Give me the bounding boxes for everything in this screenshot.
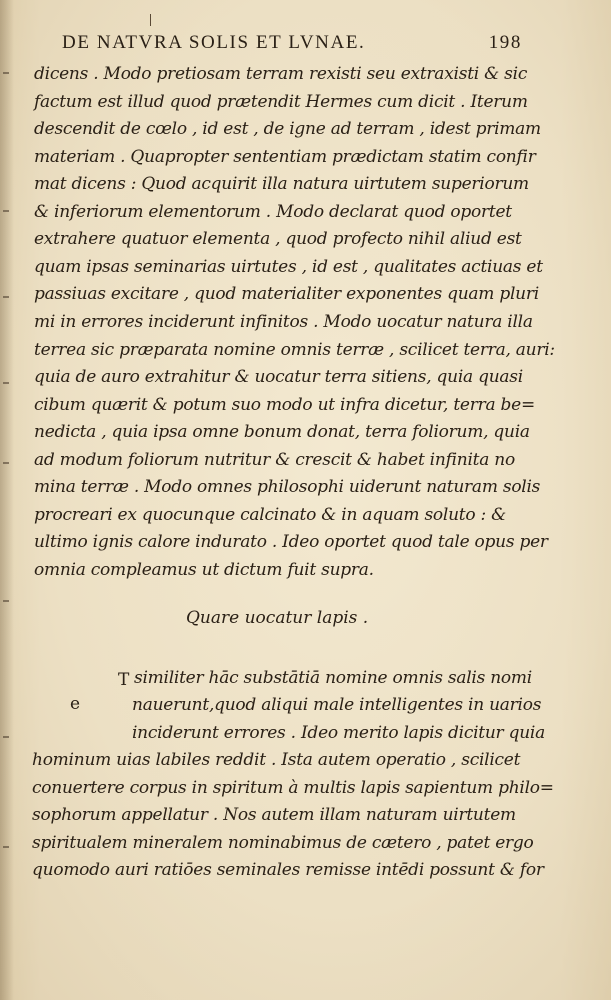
text-line: cibum quærit & potum suo modo ut infra dicetur, terra be= [34,395,535,415]
running-title: DE NATVRA SOLIS ET LVNAE. [62,32,366,53]
text-line: mat dicens : Quod acquirit illa natura uirtutem superiorum [34,174,529,194]
section-heading: Quare uocatur lapis . [186,608,369,628]
page-gutter-shadow [0,0,14,1000]
printer-mark [150,14,151,26]
text-line: factum est illud quod prætendit Hermes cum dicit . Iterum [34,92,528,112]
text-line: descendit de cœlo , id est , de igne ad terram , idest primam [34,119,541,139]
text-line: extrahere quatuor elementa , quod profecto nihil aliud est [34,229,522,249]
running-header [62,32,522,58]
text-line: mi in errores inciderunt infinitos . Modo uocatur natura illa [34,312,533,332]
text-line: nauerunt,quod aliqui male intelligentes in uarios [132,695,542,715]
text-line: nedicta , quia ipsa omne bonum donat, terra foliorum, quia [34,422,530,442]
text-line: spiritualem mineralem nominabimus de cætero , patet ergo [32,833,534,853]
page-number: 198 [488,32,522,53]
guide-letter: e [70,694,81,714]
text-line: passiuas excitare , quod materialiter exponentes quam pluri [34,284,539,304]
text-line: hominum uias labiles reddit . Ista autem operatio , scilicet [32,750,521,770]
initial-letter: T [118,670,130,690]
text-line: materiam . Quapropter sententiam prædictam statim confir [34,147,536,167]
text-line: terrea sic præparata nomine omnis terræ , scilicet terra, auri: [34,340,555,360]
margin-mark [3,296,9,298]
text-line: similiter hāc substātiā nomine omnis salis nomi [134,668,532,688]
text-line: procreari ex quocunque calcinato & in aquam soluto : & [34,505,507,525]
text-line: ultimo ignis calore indurato . Ideo oportet quod tale opus per [34,532,548,552]
margin-mark [3,846,9,848]
text-line: quia de auro extrahitur & uocatur terra sitiens, quia quasi [34,367,523,387]
text-line: omnia compleamus ut dictum fuit supra. [34,560,374,580]
text-line: mina terræ . Modo omnes philosophi uiderunt naturam solis [34,477,541,497]
margin-mark [3,72,9,74]
margin-mark [3,462,9,464]
text-line: & inferiorum elementorum . Modo declarat quod oportet [34,202,512,222]
margin-mark [3,210,9,212]
text-line: sophorum appellatur . Nos autem illam naturam uirtutem [32,805,516,825]
margin-mark [3,600,9,602]
text-line: quomodo auri ratiōes seminales remisse intēdi possunt & for [32,860,544,880]
text-line: dicens . Modo pretiosam terram rexisti seu extraxisti & sic [34,64,528,84]
margin-mark [3,736,9,738]
text-line: inciderunt errores . Ideo merito lapis dicitur quia [132,723,545,743]
text-line: conuertere corpus in spiritum à multis lapis sapientum philo= [32,778,554,798]
text-line: ad modum foliorum nutritur & crescit & habet infinita no [34,450,515,470]
text-line: quam ipsas seminarias uirtutes , id est , qualitates actiuas et [34,257,543,277]
margin-mark [3,382,9,384]
